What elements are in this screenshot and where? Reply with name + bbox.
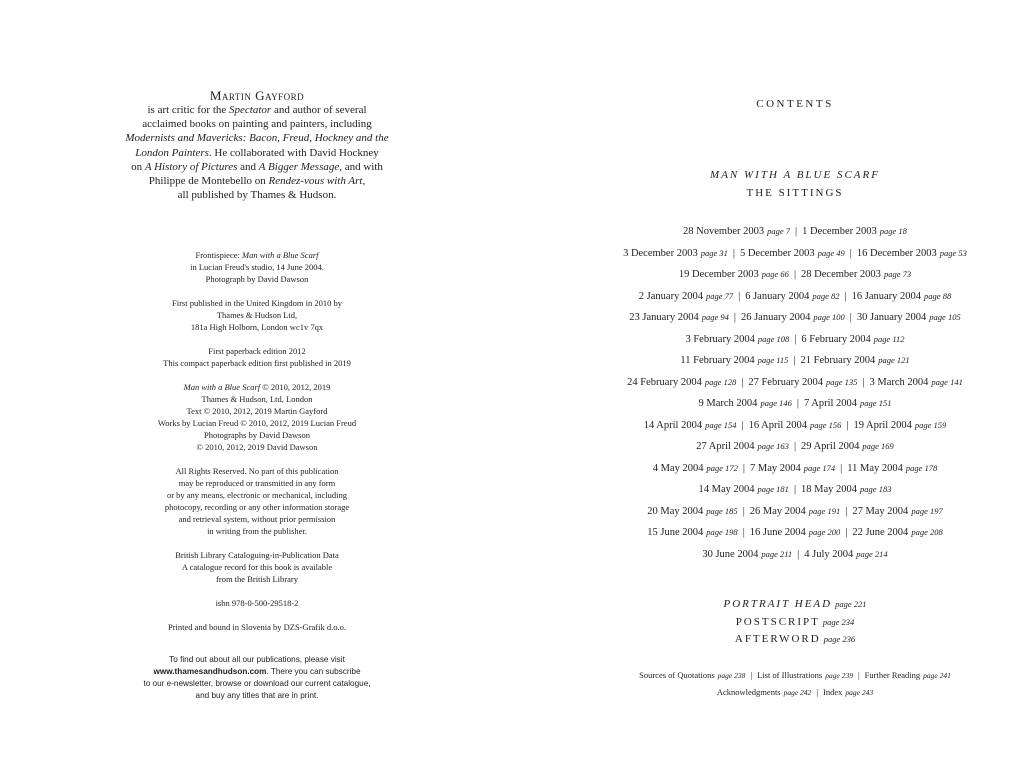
text-run: photocopy, recording or any other information storage <box>164 502 350 512</box>
toc-entry[interactable] <box>847 463 937 474</box>
toc-date: 19 December 2003 <box>678 269 759 280</box>
toc-date: 5 December 2003 <box>739 247 815 259</box>
toc-entry[interactable] <box>745 291 839 302</box>
imprint-line <box>120 249 394 261</box>
imprint-block <box>120 345 394 369</box>
toc-page: page 181 <box>757 484 789 494</box>
imprint-line <box>120 561 394 573</box>
toc-entry[interactable] <box>853 420 946 431</box>
text-run: British Library Cataloguing-in-Publication Data <box>175 550 339 560</box>
imprint-line <box>120 501 394 513</box>
back-matter-label: Further Reading <box>864 670 921 680</box>
toc-entry[interactable] <box>647 527 737 538</box>
text-run: Thames & Hudson, Ltd, London <box>201 394 313 404</box>
toc-entry[interactable] <box>804 549 887 560</box>
text-run: in writing from the publisher. <box>207 526 307 536</box>
toc-entry[interactable] <box>627 377 736 388</box>
imprint-line <box>120 297 394 309</box>
toc-page: page 243 <box>845 688 874 697</box>
text-run: All Rights Reserved. No part of this publication <box>175 466 339 476</box>
text-run: © 2010, 2012, 2019 <box>260 382 331 392</box>
italic-title: Modernists and Mavericks: Bacon, Freud, Hockney and the <box>125 132 389 145</box>
separator: | <box>846 419 849 431</box>
toc-date: 14 May 2004 <box>698 484 755 495</box>
text-run: from the British Library <box>216 574 298 584</box>
bio-line <box>120 174 394 188</box>
separator: | <box>733 312 736 323</box>
toc-entry[interactable] <box>639 291 733 302</box>
text-run: acclaimed books on painting and painters, including <box>142 118 372 131</box>
imprint-block <box>120 249 394 285</box>
imprint-line <box>120 549 394 561</box>
separator: | <box>742 527 745 538</box>
imprint-line <box>120 429 394 441</box>
toc-date: 24 February 2004 <box>627 376 702 388</box>
toc-page: page 112 <box>873 333 905 344</box>
italic-title: Spectator <box>229 104 272 116</box>
back-matter-entry[interactable] <box>865 670 951 680</box>
toc-date: 3 February 2004 <box>685 333 755 345</box>
toc-page: page 198 <box>706 527 738 537</box>
toc-entry[interactable] <box>623 248 728 259</box>
toc-page: page 108 <box>757 333 790 344</box>
toc-entry[interactable] <box>629 312 729 323</box>
separator: | <box>741 376 744 388</box>
toc-row <box>510 501 1020 523</box>
text-run: all published by Thames & Hudson. <box>177 189 337 202</box>
text-run: , and with <box>339 160 383 173</box>
toc-page: page 214 <box>856 548 888 559</box>
toc-row <box>510 286 1020 308</box>
text-run: is art critic for the <box>147 104 230 116</box>
toc-page: page 73 <box>883 269 912 279</box>
toc-date: 29 April 2004 <box>801 441 860 452</box>
toc-row <box>510 479 1020 501</box>
publisher-notice-line: To find out about all our publications, please visit <box>169 655 345 664</box>
toc-date: 3 March 2004 <box>869 376 929 388</box>
toc-entry[interactable] <box>653 463 738 474</box>
toc-page: page 156 <box>809 419 842 430</box>
back-matter-entry[interactable] <box>717 687 811 697</box>
toc-page: page 221 <box>835 599 867 609</box>
toc-entry[interactable] <box>801 441 894 452</box>
separator: | <box>738 290 741 302</box>
toc-row <box>510 329 1020 351</box>
imprint-line <box>120 513 394 525</box>
text-run: or by any means, electronic or mechanical, including <box>166 490 348 500</box>
toc-entry[interactable] <box>750 527 840 538</box>
toc-page: page 163 <box>757 441 789 451</box>
toc-date: 27 February 2004 <box>748 376 823 388</box>
toc-entry[interactable] <box>852 527 942 538</box>
toc-page: page 115 <box>757 355 789 365</box>
author-name: Martin Gayford <box>209 88 305 103</box>
text-run: Philippe de Montebello on <box>148 175 269 188</box>
toc-page: page 239 <box>825 671 853 680</box>
toc-page: page 238 <box>717 671 746 680</box>
toc-page: page 31 <box>700 247 728 258</box>
separator: | <box>742 462 745 474</box>
text-run: Works by Lucian Freud © 2010, 2012, 2019 Lucian Freud <box>157 418 357 428</box>
separator: | <box>742 505 745 517</box>
back-matter-label: List of Illustrations <box>757 670 823 680</box>
imprint-line <box>120 621 394 633</box>
toc-date: 11 February 2004 <box>680 355 755 366</box>
imprint-line <box>120 441 394 453</box>
italic-title: Rendez-vous with Art <box>268 175 363 188</box>
italic-title: Man with a Blue Scarf <box>183 382 261 392</box>
imprint-line <box>120 261 394 273</box>
separator: | <box>849 247 852 259</box>
toc-page: page 208 <box>911 527 943 537</box>
toc-entry[interactable] <box>748 377 857 388</box>
imprint-line <box>120 597 394 609</box>
toc-entry[interactable] <box>870 377 963 388</box>
bio-line <box>120 117 394 131</box>
toc-entry[interactable] <box>699 398 792 409</box>
toc-row <box>510 350 1020 372</box>
text-run: and author of several <box>271 104 367 116</box>
toc-date: 27 May 2004 <box>852 505 909 517</box>
toc-entry[interactable] <box>699 484 789 495</box>
toc-date: 27 April 2004 <box>696 441 755 452</box>
publisher-notice-line: and buy any titles that are in print. <box>195 691 319 700</box>
toc-date: 6 January 2004 <box>745 290 810 302</box>
separator: | <box>845 505 848 517</box>
sittings-list <box>510 221 1020 565</box>
toc-page: page 7 <box>767 226 791 236</box>
author-bio-text <box>120 103 394 202</box>
toc-entry[interactable] <box>749 420 842 431</box>
toc-page: page 53 <box>939 247 967 258</box>
toc-entry[interactable] <box>680 355 788 366</box>
imprint-block <box>120 381 394 453</box>
toc-date: 7 April 2004 <box>803 398 858 409</box>
toc-page: page 135 <box>826 376 858 387</box>
toc-page: page 197 <box>911 505 943 516</box>
toc-section-label: PORTRAIT HEAD <box>723 598 833 610</box>
publisher-notice-line: . There you can subscribe <box>266 667 361 676</box>
toc-page: page 88 <box>924 290 952 301</box>
bio-line <box>120 160 394 174</box>
toc-page: page 211 <box>761 548 793 559</box>
text-run: . He collaborated with David Hockney <box>208 146 379 159</box>
separator: | <box>857 670 860 680</box>
toc-section-entry[interactable] <box>510 596 1020 614</box>
text-run: A catalogue record for this book is available <box>181 562 333 572</box>
toc-entry[interactable] <box>647 506 737 517</box>
text-run: 181a High Holborn, London wc1v 7qx <box>190 322 324 332</box>
back-matter-entry[interactable] <box>639 670 745 680</box>
back-matter-label: Sources of Quotations <box>639 670 715 680</box>
imprint-line <box>120 465 394 477</box>
text-run: and retrieval system, without prior permission <box>178 514 336 524</box>
bio-line <box>120 103 394 117</box>
text-run: and <box>237 160 259 173</box>
toc-date: 2 January 2004 <box>638 290 703 302</box>
toc-row <box>510 436 1020 458</box>
toc-entry[interactable] <box>857 312 961 323</box>
toc-date: 18 May 2004 <box>801 484 858 495</box>
back-matter-entry[interactable] <box>823 687 873 697</box>
toc-row <box>510 221 1020 243</box>
imprint-line <box>120 417 394 429</box>
imprint-block <box>120 549 394 585</box>
text-run: on <box>131 160 145 173</box>
text-run: may be reproduced or transmitted in any form <box>178 478 336 488</box>
toc-page: page 154 <box>705 419 737 430</box>
imprint-block <box>120 597 394 609</box>
text-run: Thames & Hudson Ltd, <box>216 310 298 320</box>
toc-date: 28 November 2003 <box>683 226 765 237</box>
publisher-notice <box>120 654 394 702</box>
toc-date: 6 February 2004 <box>801 333 871 345</box>
toc-entry[interactable] <box>802 226 907 237</box>
text-run: Photographs by David Dawson <box>203 430 310 440</box>
toc-date: 16 December 2003 <box>856 247 937 259</box>
text-run: Text © 2010, 2012, 2019 Martin Gayford <box>186 406 328 416</box>
toc-page: page 172 <box>706 462 738 473</box>
toc-section-entry[interactable] <box>510 631 1020 649</box>
toc-page: page 100 <box>813 312 845 322</box>
toc-date: 30 January 2004 <box>856 312 927 323</box>
text-run: First published in the United Kingdom in 2010 by <box>172 298 342 308</box>
text-run: in Lucian Freud's studio, 14 June 2004. <box>190 262 324 272</box>
toc-page: page 183 <box>860 484 892 494</box>
text-run: Printed and bound in Slovenia by DZS-Grafik d.o.o. <box>167 622 346 632</box>
bio-line <box>120 131 394 145</box>
toc-row <box>510 372 1020 394</box>
imprint-line <box>120 357 394 369</box>
toc-date: 4 July 2004 <box>804 548 854 560</box>
toc-page: page 151 <box>860 398 892 408</box>
section-title: MAN WITH A BLUE SCARF <box>710 169 880 181</box>
separator: | <box>793 441 797 452</box>
back-matter-label: Index <box>823 687 843 697</box>
text-run: Frontispiece: <box>195 250 242 260</box>
toc-entry[interactable] <box>685 334 789 345</box>
toc-page: page 234 <box>822 616 855 627</box>
toc-page: page 185 <box>706 505 738 516</box>
italic-title: A History of Pictures <box>144 160 238 173</box>
text-run: © 2010, 2012, 2019 David Dawson <box>196 442 318 452</box>
imprint-line <box>120 381 394 393</box>
toc-entry[interactable] <box>750 463 835 474</box>
separator: | <box>741 419 744 431</box>
toc-entry[interactable] <box>696 441 789 452</box>
separator: | <box>732 247 735 259</box>
toc-page: page 146 <box>760 398 792 408</box>
toc-row <box>510 307 1020 329</box>
toc-page: page 66 <box>761 269 789 279</box>
publisher-url-link[interactable]: www.thamesandhudson.com <box>153 667 267 676</box>
back-matter-row <box>510 684 1020 700</box>
toc-date: 23 January 2004 <box>629 312 699 323</box>
toc-date: 19 April 2004 <box>853 419 912 431</box>
toc-entry[interactable] <box>804 398 892 409</box>
toc-date: 16 June 2004 <box>749 527 806 538</box>
toc-date: 7 May 2004 <box>749 462 801 474</box>
text-run: , <box>362 175 366 188</box>
toc-entry[interactable] <box>750 506 840 517</box>
toc-date: 26 May 2004 <box>749 505 806 517</box>
separator: | <box>845 527 848 538</box>
back-matter-label: Acknowledgments <box>716 687 781 697</box>
imprint-line <box>120 309 394 321</box>
toc-date: 11 May 2004 <box>847 462 903 474</box>
separator: | <box>795 226 798 237</box>
toc-date: 22 June 2004 <box>852 527 909 538</box>
toc-date: 3 December 2003 <box>623 247 698 259</box>
toc-row <box>510 393 1020 415</box>
toc-section-label: POSTSCRIPT <box>735 615 820 628</box>
text-run: First paperback edition 2012 <box>208 346 306 356</box>
imprint-line <box>120 489 394 501</box>
toc-page: page 77 <box>705 290 734 301</box>
imprint-line <box>120 273 394 285</box>
toc-page: page 49 <box>817 247 845 258</box>
toc-row <box>510 522 1020 544</box>
toc-date: 14 April 2004 <box>643 419 703 431</box>
separator: | <box>816 687 819 697</box>
toc-date: 16 April 2004 <box>748 419 807 431</box>
toc-page: page 174 <box>803 462 836 473</box>
toc-entry[interactable] <box>702 549 792 560</box>
separator: | <box>849 312 852 323</box>
toc-entry[interactable] <box>852 506 942 517</box>
text-run: This compact paperback edition first published in 2019 <box>163 358 351 368</box>
imprint-line <box>120 393 394 405</box>
toc-row <box>510 243 1020 265</box>
bio-line <box>120 146 394 160</box>
back-matter-entry[interactable] <box>757 670 853 680</box>
toc-date: 16 January 2004 <box>851 290 922 302</box>
right-page <box>510 0 1020 783</box>
imprint-line <box>120 405 394 417</box>
toc-page: page 94 <box>701 312 729 322</box>
imprint-line <box>120 573 394 585</box>
imprint-line <box>120 477 394 489</box>
separator: | <box>844 290 847 302</box>
toc-date: 30 June 2004 <box>702 548 759 560</box>
imprint-line <box>120 345 394 357</box>
back-matter-row <box>510 667 1020 683</box>
toc-date: 4 May 2004 <box>652 462 704 474</box>
toc-entry[interactable] <box>852 291 952 302</box>
separator: | <box>794 333 797 345</box>
toc-row <box>510 458 1020 480</box>
toc-entry[interactable] <box>801 269 911 280</box>
imprint-block <box>120 465 394 537</box>
text-run: isbn 978-0-500-29518-2 <box>215 598 299 608</box>
toc-page: page 128 <box>704 376 737 387</box>
toc-page: page 105 <box>929 312 961 322</box>
italic-title: London Painters <box>135 146 209 159</box>
toc-page: page 121 <box>878 355 910 365</box>
separator: | <box>793 269 797 280</box>
copyright-imprint <box>120 249 394 645</box>
text-run: Photograph by David Dawson <box>205 274 309 284</box>
toc-page: page 159 <box>914 419 947 430</box>
imprint-line <box>120 525 394 537</box>
toc-page: page 141 <box>931 376 963 387</box>
imprint-block <box>120 621 394 633</box>
toc-entry[interactable] <box>644 420 737 431</box>
toc-page: page 191 <box>808 505 841 516</box>
toc-page: page 242 <box>783 688 812 697</box>
toc-row <box>510 264 1020 286</box>
toc-row <box>510 544 1020 566</box>
toc-entry[interactable] <box>741 312 845 323</box>
toc-entry[interactable] <box>679 269 789 280</box>
toc-date: 21 February 2004 <box>800 355 876 366</box>
separator: | <box>862 376 865 388</box>
italic-title: A Bigger Message <box>258 160 340 173</box>
toc-section-label: AFTERWORD <box>734 633 821 645</box>
toc-page: page 18 <box>879 226 907 236</box>
toc-entry[interactable] <box>857 248 967 259</box>
separator: | <box>797 548 800 560</box>
toc-page: page 82 <box>812 290 840 301</box>
imprint-block <box>120 297 394 333</box>
toc-page: page 236 <box>823 634 856 644</box>
toc-entry[interactable] <box>801 355 910 366</box>
toc-entry[interactable] <box>683 226 790 237</box>
toc-date: 26 January 2004 <box>740 312 811 323</box>
toc-date: 15 June 2004 <box>647 527 704 538</box>
imprint-line <box>120 321 394 333</box>
separator: | <box>796 398 799 409</box>
contents-heading: CONTENTS <box>756 98 834 110</box>
section-subtitle: THE SITTINGS <box>746 187 844 199</box>
separator: | <box>750 670 753 680</box>
toc-date: 28 December 2003 <box>801 269 881 280</box>
bio-line <box>120 188 394 202</box>
toc-page: page 178 <box>905 462 938 473</box>
toc-page: page 169 <box>862 441 894 451</box>
toc-date: 20 May 2004 <box>647 505 704 517</box>
toc-entry[interactable] <box>740 248 845 259</box>
separator: | <box>793 484 797 495</box>
toc-entry[interactable] <box>801 334 904 345</box>
italic-title: Man with a Blue Scarf <box>242 250 319 260</box>
toc-page: page 200 <box>808 527 841 537</box>
toc-section-entry[interactable] <box>510 614 1020 632</box>
publisher-notice-line: to our e-newsletter, browse or download our current catalogue, <box>143 679 371 688</box>
toc-entry[interactable] <box>801 484 891 495</box>
separator: | <box>793 355 796 366</box>
toc-row <box>510 415 1020 437</box>
author-bio <box>120 88 394 202</box>
toc-page: page 241 <box>923 671 951 680</box>
toc-date: 1 December 2003 <box>802 226 877 237</box>
toc-date: 9 March 2004 <box>698 398 758 409</box>
separator: | <box>840 462 843 474</box>
